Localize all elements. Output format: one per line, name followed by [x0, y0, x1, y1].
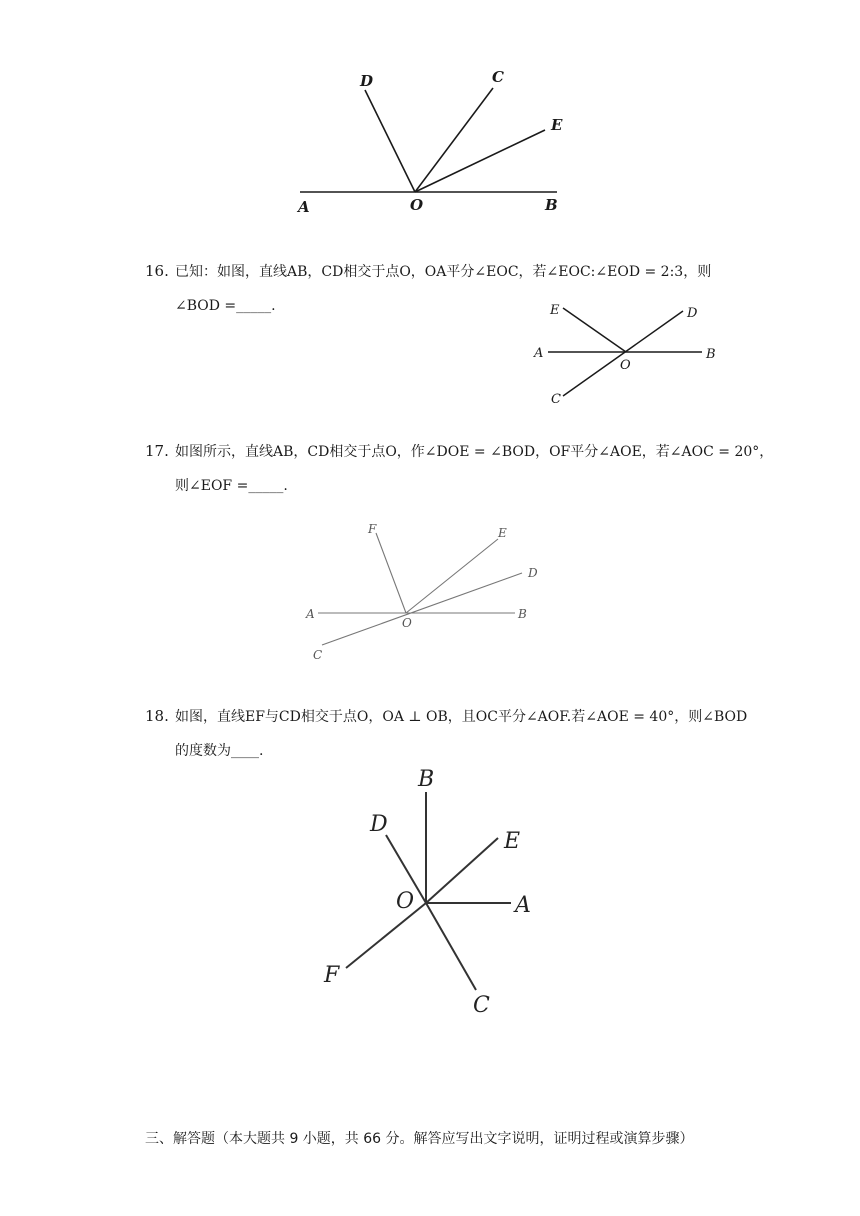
label-B: B: [518, 607, 527, 621]
label-A: A: [534, 346, 544, 361]
label-B: B: [418, 767, 435, 792]
label-O: O: [402, 616, 412, 630]
question-number: 18.: [145, 707, 169, 725]
question-text: 如图所示，直线AB，CD相交于点O，作∠DOE = ∠BOD，OF平分∠AOE，若∠AOC = 20°，: [175, 444, 774, 460]
label-A: A: [515, 893, 531, 918]
question-text: 已知：如图，直线AB，CD相交于点O，OA平分∠EOC，若∠EOC:∠EOD = 2:3，则: [175, 264, 712, 280]
label-C: C: [313, 648, 323, 662]
label-F: F: [368, 522, 377, 536]
label-B: B: [706, 347, 716, 362]
label-D: D: [370, 812, 388, 837]
label-A: A: [298, 198, 310, 216]
figure-q18: [318, 760, 548, 1022]
label-D: D: [687, 306, 698, 321]
question-text-line2: 的度数为____.: [175, 743, 264, 759]
label-C: C: [551, 392, 561, 407]
label-O: O: [620, 358, 631, 373]
question-number: 16.: [145, 262, 169, 280]
label-C: C: [473, 993, 490, 1018]
label-B: B: [545, 196, 558, 214]
question-17: [145, 441, 774, 496]
label-D: D: [528, 566, 538, 580]
figure-q17: [300, 515, 550, 665]
figure-top: [290, 62, 580, 222]
question-number: 17.: [145, 442, 169, 460]
question-text-line2: ∠BOD =_____.: [175, 298, 276, 314]
label-C: C: [492, 68, 504, 86]
label-F: F: [324, 963, 340, 988]
label-E: E: [498, 526, 507, 540]
label-E: E: [551, 116, 563, 134]
label-E: E: [504, 829, 521, 854]
question-text: 如图，直线EF与CD相交于点O，OA ⊥ OB，且OC平分∠AOF.若∠AOE = 40°，则∠BOD: [175, 709, 748, 725]
question-text-line2: 则∠EOF =_____.: [175, 478, 288, 494]
label-O: O: [410, 196, 424, 214]
section-heading: 三、解答题（本大题共 9 小题，共 66 分。解答应写出文字说明，证明过程或演算步骤）: [145, 1131, 694, 1147]
label-D: D: [360, 72, 374, 90]
figure-q16: [530, 296, 725, 408]
label-O: O: [396, 889, 415, 914]
label-E: E: [550, 303, 560, 318]
label-A: A: [306, 607, 315, 621]
question-18: [145, 706, 748, 761]
